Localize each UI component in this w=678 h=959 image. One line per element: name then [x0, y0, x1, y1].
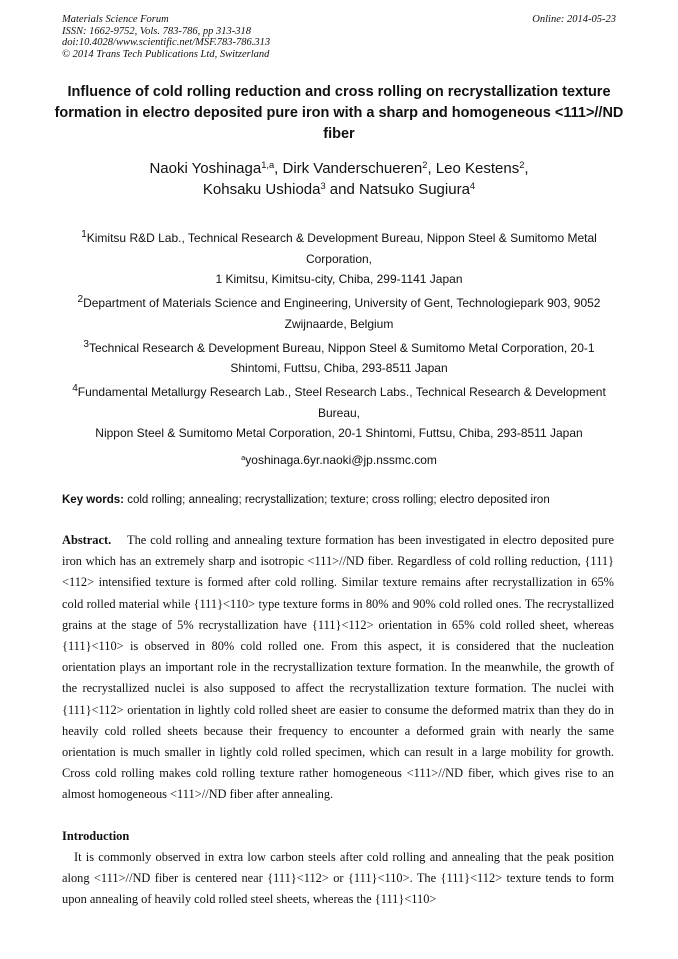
journal-doi: doi:10.4028/www.scientific.net/MSF.783-786.313	[62, 37, 271, 48]
abstract-text: The cold rolling and annealing texture formation has been investigated in electro deposited pure iron which has an extremely sharp and isotropic <111>//ND fiber. Regardless of cold rolling reduction, {111}<112> intensified texture is formed after cold rolling. Similar texture remains after recrystallization in 65% cold rolled material while {111}<110> type texture forms in 80% and 90% cold rolled ones. The recrystallized grains at the stage of 5% recrystallization have {111}<112> orientation in 65% cold rolled sheet, whereas {111}<110> is observed in 80% cold rolled one. From this aspect, it is considered that the nucleation orientation plays an important role in the recrystallization texture formation. In the meanwhile, the growth of the recrystallized nuclei is also supposed to affect the recrystallization texture formation. The nuclei with {111}<112> orientation in lightly cold rolled sheet are easier to consume the deformed matrix than they do in heavily cold rolled sheets because their frequency to encounter a deformed grain with nearly the same orientation is much smaller in lightly cold rolled specimen, which can result in a large mobility for growth. Cross cold rolling makes cold rolling texture rather homogeneous <111>//ND fiber, which gives rise to an almost homogeneous <111>//ND fiber after annealing.	[62, 533, 614, 802]
journal-issn: ISSN: 1662-9752, Vols. 783-786, pp 313-318	[62, 25, 251, 37]
introduction-text: It is commonly observed in extra low carbon steels after cold rolling and annealing that the peak position along <111>//ND fiber is centered near {111}<112> or {111}<110>. The {111}<112> texture tends to form upon annealing of heavily cold rolled steel sheets, whereas the {111}<110>	[62, 850, 614, 907]
abstract-label: Abstract.	[62, 533, 112, 547]
affiliation: $^4$Fundamental Metallurgy Research Lab., Steel Research Labs., Technical Research & Development Bureau, Nippon Steel & Sumitomo Metal Corporation, 20-1 Shintomi, Futtsu, Chiba, 293-8511 Japan	[72, 382, 606, 441]
introduction-heading: Introduction	[62, 829, 130, 843]
affiliation: $^1$Kimitsu R&D Lab., Technical Research & Development Bureau, Nippon Steel & Sumitomo Metal Corporation, 1 Kimitsu, Kimitsu-city, Chiba, 299-1141 Japan	[81, 229, 597, 287]
paper-title: Influence of cold rolling reduction and cross rolling on recrystallization texture formation in electro deposited pure iron with a sharp and homogeneous <111>//ND fiber	[54, 84, 624, 142]
keywords-label: Key words:	[62, 494, 124, 506]
author: Kohsaku Ushioda$^3$ and	[202, 180, 360, 198]
keywords-text: cold rolling; annealing; recrystallization; texture; cross rolling; electro deposited iron	[127, 494, 550, 506]
affiliations	[58, 225, 620, 444]
affiliation: $^3$Technical Research & Development Bureau, Nippon Steel & Sumitomo Metal Corporation, 20-1 Shintomi, Futtsu, Chiba, 293-8511 Japan	[83, 338, 595, 376]
author: Leo Kestens$^2$,	[435, 159, 529, 177]
affiliation: $^2$Department of Materials Science and Engineering, University of Gent, Technologiepark 903, 9052 Zwijnaarde, Belgium	[77, 294, 601, 331]
abstract	[62, 530, 614, 806]
author: Natsuko Sugiura$^4$	[359, 180, 476, 198]
corresponding-email: $^a$yoshinaga.6yr.naoki@jp.nssmc.com	[241, 452, 437, 467]
keywords	[62, 491, 618, 509]
journal-header	[62, 14, 270, 60]
journal-name: Materials Science Forum	[62, 14, 169, 25]
journal-copyright: © 2014 Trans Tech Publications Ltd, Switzerland	[62, 48, 270, 60]
author: Dirk Vanderschueren$^2$,	[282, 159, 436, 177]
online-date: Online: 2014-05-23	[532, 14, 616, 25]
author: Naoki Yoshinaga$^{1,a}$,	[149, 159, 283, 177]
author-list	[40, 158, 638, 200]
